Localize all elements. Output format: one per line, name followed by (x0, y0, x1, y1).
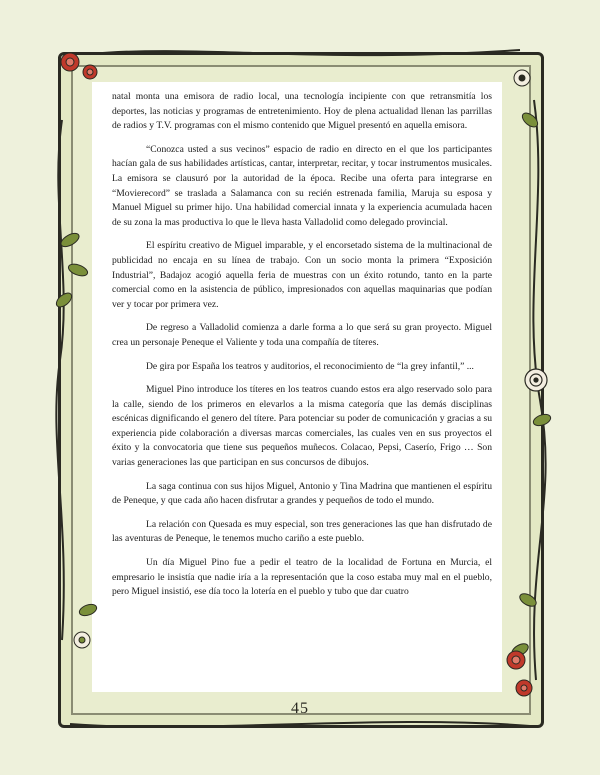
body-text (112, 90, 492, 609)
flower-icon-bottom-left (74, 632, 90, 648)
rose-icon-top-left (61, 53, 97, 79)
paragraph: Un día Miguel Pino fue a pedir el teatro de la localidad de Fortuna en Murcia, el empresario le insistía que nadie iría a la representación que la coso estaba muy mal en el pueblo, pero Miguel insistió, ese día toco la lotería en el pueblo y tubo que dar cuatro (112, 557, 492, 598)
leaf-icon (78, 602, 98, 618)
paragraph: Miguel Pino introduce los títeres en los teatros cuando estos era algo reservado solo para la calle, siendo de los primeros en elevarlos a la misma categoría que las demás disciplinas escénicas dignificando el genero del títere. Para potenciar su poder de comunicación y gracias a su experiencia pide colaboración a diversas marcas comerciales, las cuales ven en sus proyectos el éxito y la convocatoria que tiene sus pequeños muñecos. Colacao, Pepsi, Caserío, Frigo … Son varias generaciones las que participan en sus concursos de dibujos. (112, 384, 492, 469)
vine-top (90, 50, 520, 55)
leaf-icon (67, 262, 89, 278)
vine-left (56, 120, 63, 640)
paragraph: El espíritu creativo de Miguel imparable, y el encorsetado sistema de la multinacional de publicidad no encaja en su línea de trabajo. Con un socio monta la primera “Exposición Industrial”, Badajoz acogió aquella feria de muestras con un éxito rotundo, tanto en la parte comercial como en la asistencia de público, impresionados con aquellas maquinarias que podían ver y tocar por primera vez. (112, 240, 492, 310)
leaf-icon (532, 412, 552, 428)
rose-icon-right (525, 369, 547, 391)
vine-bottom (70, 722, 530, 727)
paragraph: De gira por España los teatros y auditorios, el reconocimiento de “la grey infantil,” ... (146, 360, 474, 372)
paragraph: natal monta una emisora de radio local, una tecnología incipiente con que retransmitía los deportes, las noticias y programas de entretenimiento. Hoy de plena actualidad llenan las parrillas de radios y T.V. programas con el mismo contenido que Miguel presentó en aquella emisora. (112, 91, 492, 132)
paragraph: De regreso a Valladolid comienza a darle forma a lo que será su gran proyecto. Miguel crea un personaje Peneque el Valiente y toda una compañía de títeres. (112, 322, 492, 348)
rose-icon-bottom-right (507, 651, 532, 696)
paragraph: La saga continua con sus hijos Miguel, Antonio y Tina Madrina que mantienen el espíritu de Peneque, y que cada año hacen disfrutar a grandes y pequeños de todo el mundo. (112, 480, 492, 507)
paragraph: “Conozca usted a sus vecinos” espacio de radio en directo en el que los participantes hacían gala de sus habilidades artísticas, cantar, interpretar, recitar, y tocar instrumentos musicales. La emisora se clausuró por la autoridad de la época. Recibe una oferta para integrarse en “Movierecord” se traslada a Salamanca con su recién estrenada familia, Maruja su esposa y Manuel Miguel su primer hijo. Una habilidad comercial innata y la experiencia acumulada hacen de su zona la mas productiva lo que le lleva hasta Valladolid como delegado provincial. (112, 143, 492, 228)
page-number: 45 (291, 700, 309, 717)
paragraph: La relación con Quesada es muy especial, son tres generaciones las que han disfrutado de las aventuras de Peneque, le tenemos mucho cariño a este pueblo. (112, 518, 492, 545)
flower-icon-top-right (514, 70, 530, 86)
